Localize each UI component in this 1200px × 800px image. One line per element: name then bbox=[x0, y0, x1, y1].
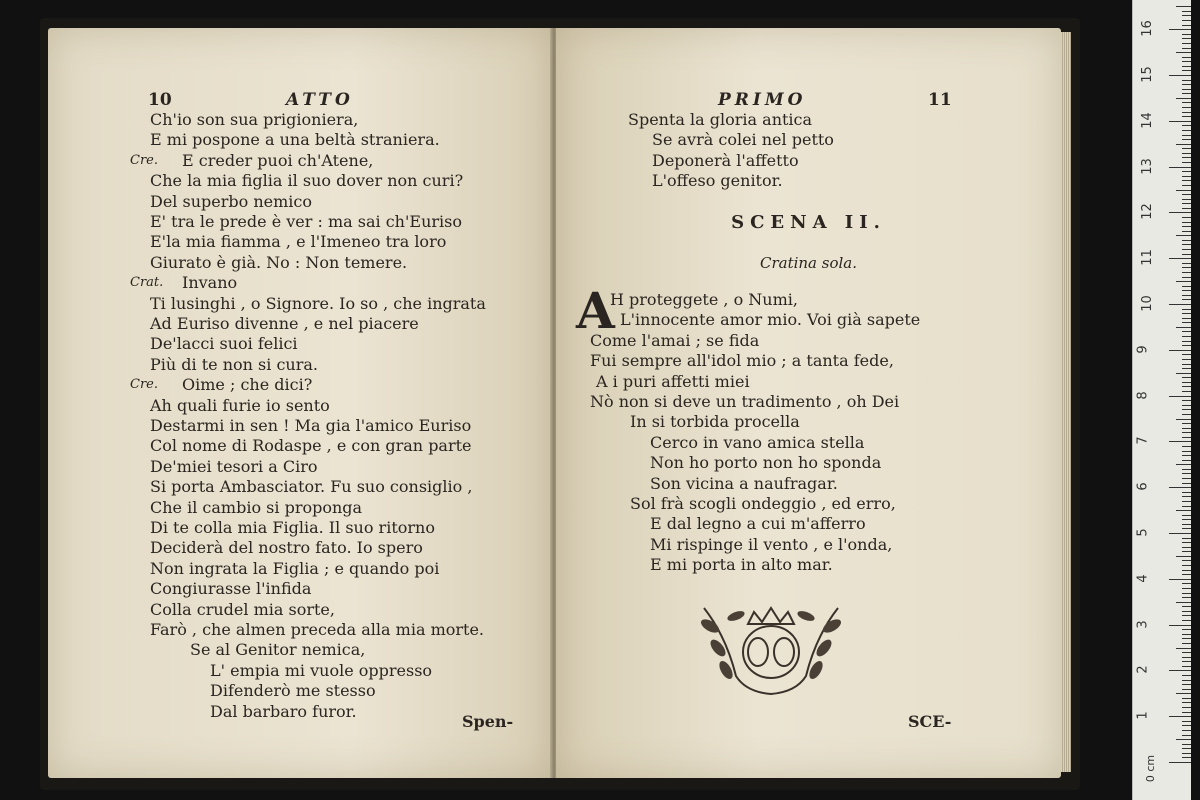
ruler-tick bbox=[1176, 419, 1191, 420]
ruler-tick bbox=[1182, 593, 1191, 594]
ruler-tick bbox=[1176, 144, 1191, 145]
ruler-tick bbox=[1169, 121, 1191, 122]
ruler-tick bbox=[1182, 318, 1191, 319]
ruler-number: 6 bbox=[1135, 482, 1151, 491]
ruler-tick bbox=[1182, 89, 1191, 90]
verse-line: Che la mia figlia il suo dover non curi? bbox=[150, 171, 464, 191]
verse-line: Deponerà l'affetto bbox=[652, 150, 799, 170]
ruler-tick bbox=[1182, 231, 1191, 232]
verse-line: Spenta la gloria antica bbox=[628, 110, 813, 129]
verse-line: E' tra le prede è ver : ma sai ch'Euriso bbox=[150, 212, 462, 231]
verse-line: Non ingrata la Figlia ; e quando poi bbox=[150, 558, 440, 578]
ruler-tick bbox=[1182, 469, 1191, 470]
ruler-tick bbox=[1182, 501, 1191, 502]
speaker-label: Cre. bbox=[130, 377, 158, 393]
ruler-tick bbox=[1182, 606, 1191, 607]
ruler-tick bbox=[1182, 107, 1191, 108]
verse-line: Che il cambio si proponga bbox=[150, 497, 363, 517]
ruler-tick bbox=[1182, 542, 1191, 543]
ruler-tick bbox=[1169, 487, 1191, 488]
ruler-tick bbox=[1182, 322, 1191, 323]
ruler-tick bbox=[1169, 350, 1191, 351]
ruler-number: 1 bbox=[1135, 711, 1151, 720]
ruler-unit-label: 0 cm bbox=[1144, 754, 1158, 783]
ruler-tick bbox=[1182, 496, 1191, 497]
ruler-tick bbox=[1182, 11, 1191, 12]
ruler-tick bbox=[1182, 277, 1191, 278]
ruler-tick bbox=[1182, 634, 1191, 635]
verse-line: Sol frà scogli ondeggio , ed erro, bbox=[630, 494, 896, 513]
verse-line: De'lacci suoi felici bbox=[150, 334, 298, 354]
ruler-tick bbox=[1182, 331, 1191, 332]
ruler-tick bbox=[1182, 368, 1191, 369]
ruler-tick bbox=[1182, 515, 1191, 516]
ruler-tick bbox=[1182, 15, 1191, 16]
ruler-tick bbox=[1182, 359, 1191, 360]
verse-line: Non ho porto non ho sponda bbox=[650, 453, 882, 473]
ruler-number: 3 bbox=[1135, 619, 1151, 629]
ruler-tick bbox=[1182, 570, 1191, 571]
verse-line: Più di te non si cura. bbox=[150, 354, 318, 374]
ruler-tick bbox=[1182, 43, 1191, 44]
ruler-tick bbox=[1182, 524, 1191, 525]
ruler-tick bbox=[1182, 84, 1191, 85]
verse-line: A i puri affetti miei bbox=[596, 371, 750, 391]
ruler-tick bbox=[1182, 391, 1191, 392]
measurement-ruler bbox=[1132, 0, 1191, 800]
verse-line: Dal barbaro furor. bbox=[210, 701, 357, 721]
ruler-tick bbox=[1176, 190, 1191, 191]
ruler-tick bbox=[1182, 721, 1191, 722]
ruler-tick bbox=[1182, 254, 1191, 255]
ruler-tick bbox=[1176, 327, 1191, 328]
ruler-tick bbox=[1182, 203, 1191, 204]
verse-line: H proteggete , o Numi, bbox=[610, 290, 798, 309]
ruler-number: 4 bbox=[1135, 574, 1151, 583]
ruler-number: 12 bbox=[1139, 203, 1155, 221]
ruler-tick bbox=[1182, 547, 1191, 548]
ruler-tick bbox=[1182, 588, 1191, 589]
ruler-tick bbox=[1182, 423, 1191, 424]
ruler-tick bbox=[1182, 652, 1191, 653]
ruler-tick bbox=[1182, 34, 1191, 35]
ruler-number: 2 bbox=[1135, 665, 1151, 675]
verse-line: Si porta Ambasciator. Fu suo consiglio , bbox=[150, 477, 473, 497]
ruler-tick bbox=[1182, 295, 1191, 296]
ruler-tick bbox=[1182, 226, 1191, 227]
verse-line: Ti lusinghi , o Signore. Io so , che ingrata bbox=[150, 293, 486, 313]
ruler-tick bbox=[1176, 373, 1191, 374]
verse-line: Invano bbox=[182, 273, 238, 293]
ruler-tick bbox=[1182, 437, 1191, 438]
ruler-tick bbox=[1169, 762, 1191, 763]
ruler-tick bbox=[1182, 57, 1191, 58]
ruler-tick bbox=[1182, 309, 1191, 310]
ruler-tick bbox=[1182, 597, 1191, 598]
ruler-tick bbox=[1182, 757, 1191, 758]
ruler-tick bbox=[1182, 620, 1191, 621]
ruler-tick bbox=[1176, 693, 1191, 694]
ruler-tick bbox=[1182, 249, 1191, 250]
ruler-tick bbox=[1182, 712, 1191, 713]
ruler-number: 11 bbox=[1139, 249, 1155, 266]
ruler-tick bbox=[1182, 538, 1191, 539]
ruler-tick bbox=[1182, 405, 1191, 406]
ruler-tick bbox=[1182, 684, 1191, 685]
ruler-tick bbox=[1182, 157, 1191, 158]
ruler-tick bbox=[1182, 680, 1191, 681]
ruler-tick bbox=[1176, 739, 1191, 740]
ruler-tick bbox=[1182, 748, 1191, 749]
ruler-tick bbox=[1182, 244, 1191, 245]
ruler-tick bbox=[1182, 675, 1191, 676]
ruler-tick bbox=[1182, 102, 1191, 103]
ruler-tick bbox=[1169, 670, 1191, 671]
verse-line: Ch'io son sua prigioniera, bbox=[150, 110, 359, 129]
ruler-tick bbox=[1182, 409, 1191, 410]
ruler-tick bbox=[1182, 48, 1191, 49]
left-page-number: 10 bbox=[148, 90, 172, 110]
ruler-tick bbox=[1182, 286, 1191, 287]
right-page bbox=[556, 28, 1061, 778]
ruler-tick bbox=[1176, 510, 1191, 511]
ruler-tick bbox=[1182, 657, 1191, 658]
left-catchword: Spen- bbox=[462, 712, 514, 731]
ruler-tick bbox=[1182, 753, 1191, 754]
ruler-tick bbox=[1182, 689, 1191, 690]
ruler-tick bbox=[1182, 446, 1191, 447]
ruler-tick bbox=[1182, 551, 1191, 552]
verse-line: Mi rispinge il vento , e l'onda, bbox=[650, 534, 893, 554]
right-catchword: SCE- bbox=[908, 712, 952, 731]
ruler-tick bbox=[1182, 725, 1191, 726]
verse-line: Fui sempre all'idol mio ; a tanta fede, bbox=[590, 351, 894, 371]
scene-title: SCENA II. bbox=[731, 212, 886, 233]
ruler-tick bbox=[1182, 171, 1191, 172]
speaker-label: Cre. bbox=[130, 152, 158, 168]
ruler-tick bbox=[1182, 176, 1191, 177]
ruler-tick bbox=[1182, 702, 1191, 703]
ruler-tick bbox=[1182, 341, 1191, 342]
verse-line: Giurato è già. No : Non temere. bbox=[150, 252, 408, 272]
ruler-tick bbox=[1182, 483, 1191, 484]
ruler-tick bbox=[1169, 625, 1191, 626]
ruler-tick bbox=[1182, 661, 1191, 662]
ruler-tick bbox=[1182, 638, 1191, 639]
ruler-number: 13 bbox=[1139, 157, 1155, 175]
ruler-tick bbox=[1182, 336, 1191, 337]
ruler-tick bbox=[1176, 556, 1191, 557]
ruler-tick bbox=[1182, 162, 1191, 163]
verse-line: Nò non si deve un tradimento , oh Dei bbox=[590, 392, 900, 411]
verse-line: Col nome di Rodaspe , e con gran parte bbox=[150, 436, 472, 456]
ruler-tick bbox=[1182, 707, 1191, 708]
ruler-tick bbox=[1182, 428, 1191, 429]
ruler-tick bbox=[1182, 116, 1191, 117]
scene-subtitle: Cratina sola. bbox=[759, 254, 858, 272]
ruler-tick bbox=[1182, 135, 1191, 136]
left-page bbox=[48, 28, 553, 778]
ruler-tick bbox=[1182, 70, 1191, 71]
ruler-number: 14 bbox=[1139, 112, 1155, 129]
ruler-tick bbox=[1169, 396, 1191, 397]
verse-line: Cerco in vano amica stella bbox=[650, 432, 865, 452]
ruler-tick bbox=[1182, 583, 1191, 584]
verse-line: Se al Genitor nemica, bbox=[190, 640, 366, 660]
ruler-number: 5 bbox=[1135, 528, 1151, 537]
page-edges bbox=[1061, 32, 1071, 772]
verse-line: L' empia mi vuole oppresso bbox=[210, 660, 433, 680]
verse-line: Di te colla mia Figlia. Il suo ritorno bbox=[150, 518, 435, 537]
ruler-tick bbox=[1182, 185, 1191, 186]
verse-line: E creder puoi ch'Atene, bbox=[182, 150, 374, 170]
ruler-number: 7 bbox=[1135, 436, 1151, 446]
ruler-tick bbox=[1182, 354, 1191, 355]
ruler-tick bbox=[1182, 61, 1191, 62]
ruler-tick bbox=[1182, 574, 1191, 575]
ruler-number: 10 bbox=[1139, 295, 1155, 312]
ruler-tick bbox=[1182, 139, 1191, 140]
verse-line: Farò , che almen preceda alla mia morte. bbox=[150, 620, 485, 639]
ruler-tick bbox=[1182, 698, 1191, 699]
ruler-tick bbox=[1182, 112, 1191, 113]
ruler-tick bbox=[1182, 130, 1191, 131]
ruler-tick bbox=[1182, 629, 1191, 630]
ruler-tick bbox=[1169, 716, 1191, 717]
ruler-tick bbox=[1182, 125, 1191, 126]
ruler-tick bbox=[1182, 506, 1191, 507]
ruler-tick bbox=[1182, 735, 1191, 736]
verse-line: Colla crudel mia sorte, bbox=[150, 599, 335, 619]
ruler-tick bbox=[1182, 744, 1191, 745]
verse-line: E'la mia fiamma , e l'Imeneo tra loro bbox=[150, 232, 447, 252]
ruler-tick bbox=[1182, 222, 1191, 223]
verse-line: E mi pospone a una beltà straniera. bbox=[150, 130, 440, 150]
ruler-tick bbox=[1169, 258, 1191, 259]
ruler-tick bbox=[1169, 579, 1191, 580]
ruler-tick bbox=[1182, 364, 1191, 365]
ruler-tick bbox=[1182, 666, 1191, 667]
ruler-tick bbox=[1182, 272, 1191, 273]
ornament-icon bbox=[696, 596, 846, 700]
ruler-tick bbox=[1182, 565, 1191, 566]
ruler-tick bbox=[1169, 75, 1191, 76]
ruler-tick bbox=[1176, 235, 1191, 236]
verse-line: Ah quali furie io sento bbox=[150, 395, 330, 415]
ruler-tick bbox=[1182, 478, 1191, 479]
right-page-number: 11 bbox=[928, 90, 952, 110]
ruler-tick bbox=[1182, 455, 1191, 456]
ruler-number: 9 bbox=[1135, 345, 1151, 354]
ruler-tick bbox=[1182, 414, 1191, 415]
verse-line: E dal legno a cui m'afferro bbox=[650, 514, 866, 534]
ruler-tick bbox=[1182, 194, 1191, 195]
ruler-tick bbox=[1182, 263, 1191, 264]
ruler-tick bbox=[1182, 400, 1191, 401]
verse-line: In si torbida procella bbox=[630, 412, 800, 432]
ruler-tick bbox=[1169, 29, 1191, 30]
ruler-tick bbox=[1182, 290, 1191, 291]
ruler-tick bbox=[1176, 464, 1191, 465]
verse-line: E mi porta in alto mar. bbox=[650, 555, 833, 575]
ruler-tick bbox=[1169, 167, 1191, 168]
verse-line: Destarmi in sen ! Ma gia l'amico Euriso bbox=[150, 416, 472, 435]
verse-line: Oime ; che dici? bbox=[182, 375, 313, 395]
ruler-tick bbox=[1176, 98, 1191, 99]
drop-cap: A bbox=[576, 281, 615, 340]
verse-line: Del superbo nemico bbox=[150, 191, 312, 211]
right-page-header: PRIMO bbox=[718, 90, 807, 110]
ruler-tick bbox=[1176, 281, 1191, 282]
ruler-tick bbox=[1182, 199, 1191, 200]
verse-line: Congiurasse l'infida bbox=[150, 579, 312, 599]
ruler-tick bbox=[1182, 93, 1191, 94]
ruler-tick bbox=[1182, 180, 1191, 181]
ruler-tick bbox=[1182, 615, 1191, 616]
ruler-tick bbox=[1182, 560, 1191, 561]
ruler-tick bbox=[1176, 602, 1191, 603]
ruler-tick bbox=[1182, 730, 1191, 731]
ruler-tick bbox=[1182, 80, 1191, 81]
left-page-header: ATTO bbox=[286, 90, 354, 110]
ruler-tick bbox=[1182, 377, 1191, 378]
ruler-tick bbox=[1182, 38, 1191, 39]
ruler-tick bbox=[1182, 153, 1191, 154]
ruler-tick bbox=[1182, 267, 1191, 268]
ruler-tick bbox=[1169, 441, 1191, 442]
ruler-tick bbox=[1182, 611, 1191, 612]
ruler-tick bbox=[1182, 528, 1191, 529]
ruler-tick bbox=[1182, 148, 1191, 149]
ruler-number: 15 bbox=[1139, 66, 1155, 83]
ruler-tick bbox=[1182, 386, 1191, 387]
verse-line: Come l'amai ; se fida bbox=[590, 330, 760, 350]
verse-line: Son vicina a naufragar. bbox=[650, 473, 838, 493]
ruler-tick bbox=[1182, 451, 1191, 452]
ruler-tick bbox=[1169, 533, 1191, 534]
ruler-tick bbox=[1176, 648, 1191, 649]
speaker-label: Crat. bbox=[130, 275, 164, 291]
ruler-tick bbox=[1182, 208, 1191, 209]
ruler-tick bbox=[1182, 20, 1191, 21]
verse-line: L'offeso genitor. bbox=[652, 171, 783, 191]
ruler-tick bbox=[1182, 66, 1191, 67]
verse-line: De'miei tesori a Ciro bbox=[150, 456, 318, 476]
ruler-tick bbox=[1182, 432, 1191, 433]
ruler-tick bbox=[1182, 643, 1191, 644]
ruler-number: 8 bbox=[1135, 390, 1151, 400]
ruler-tick bbox=[1182, 25, 1191, 26]
ruler-tick bbox=[1182, 382, 1191, 383]
ruler-tick bbox=[1176, 6, 1191, 7]
ruler-tick bbox=[1182, 240, 1191, 241]
ruler-tick bbox=[1169, 212, 1191, 213]
ruler-tick bbox=[1182, 345, 1191, 346]
ruler-tick bbox=[1182, 313, 1191, 314]
verse-line: Se avrà colei nel petto bbox=[652, 130, 834, 150]
ruler-tick bbox=[1176, 52, 1191, 53]
verse-line: Deciderà del nostro fato. Io spero bbox=[150, 538, 423, 558]
verse-line: Ad Euriso divenne , e nel piacere bbox=[150, 314, 419, 333]
verse-line: Difenderò me stesso bbox=[210, 681, 376, 701]
ruler-tick bbox=[1169, 304, 1191, 305]
ruler-tick bbox=[1182, 299, 1191, 300]
ruler-tick bbox=[1182, 460, 1191, 461]
verse-line: L'innocente amor mio. Voi già sapete bbox=[620, 310, 921, 330]
ruler-tick bbox=[1182, 473, 1191, 474]
ruler-tick bbox=[1182, 217, 1191, 218]
ruler-number: 16 bbox=[1139, 20, 1155, 37]
ruler-tick bbox=[1182, 492, 1191, 493]
ruler-tick bbox=[1182, 519, 1191, 520]
